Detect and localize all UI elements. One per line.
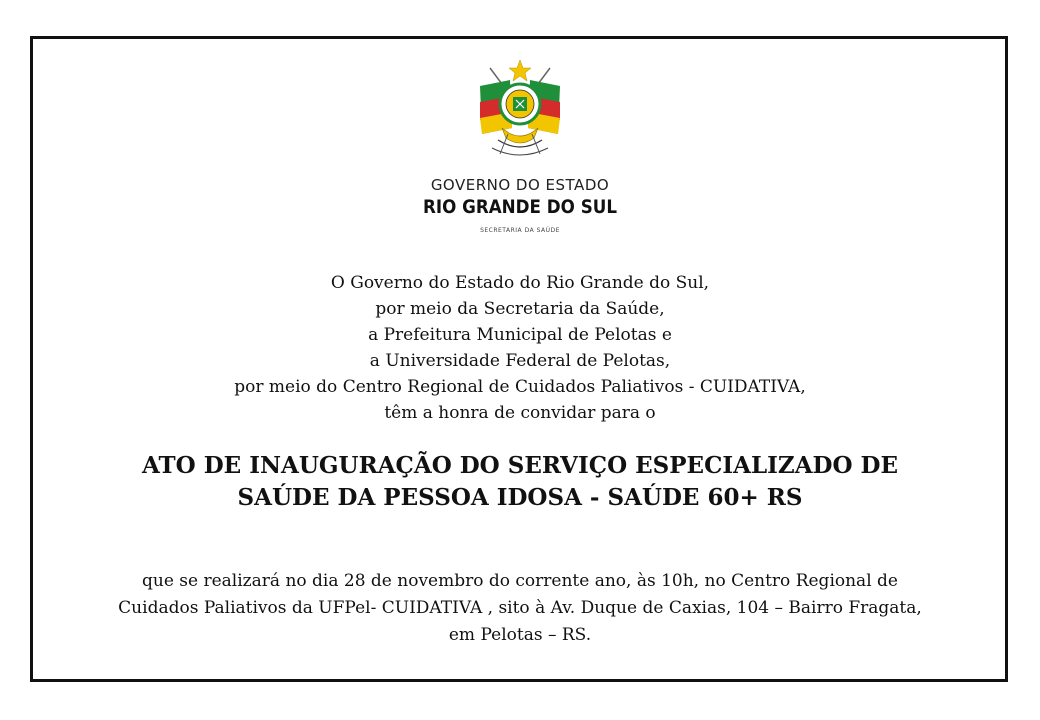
intro-line: a Universidade Federal de Pelotas, [369,351,671,371]
details-line: que se realizará no dia 28 de novembro do corrente ano, às 10h, no Centro Regional de [142,571,898,591]
intro-line: por meio do Centro Regional de Cuidados Paliativos - CUIDATIVA, [234,377,806,397]
state-name: RIO GRANDE DO SUL [423,196,617,218]
details-line: em Pelotas – RS. [448,625,592,645]
department-name: SECRETARIA DA SAÚDE [480,227,560,234]
details-line: Cuidados Paliativos da UFPel- CUIDATIVA , sito à Av. Duque de Caxias, 104 – Bairro Fragata, [118,598,922,618]
event-title [0,450,1040,514]
intro-line: O Governo do Estado do Rio Grande do Sul, [330,273,710,293]
event-title-line: ATO DE INAUGURAÇÃO DO SERVIÇO ESPECIALIZADO DE [141,452,899,479]
coat-of-arms-icon [470,58,570,168]
event-details [0,568,1040,649]
invitation-intro [0,270,1040,426]
intro-line: por meio da Secretaria da Saúde, [375,299,665,319]
event-title-line: SAÚDE DA PESSOA IDOSA - SAÚDE 60+ RS [237,484,803,511]
intro-line: a Prefeitura Municipal de Pelotas e [368,325,672,345]
government-heading: GOVERNO DO ESTADO [430,176,610,194]
intro-line: têm a honra de convidar para o [384,403,656,423]
